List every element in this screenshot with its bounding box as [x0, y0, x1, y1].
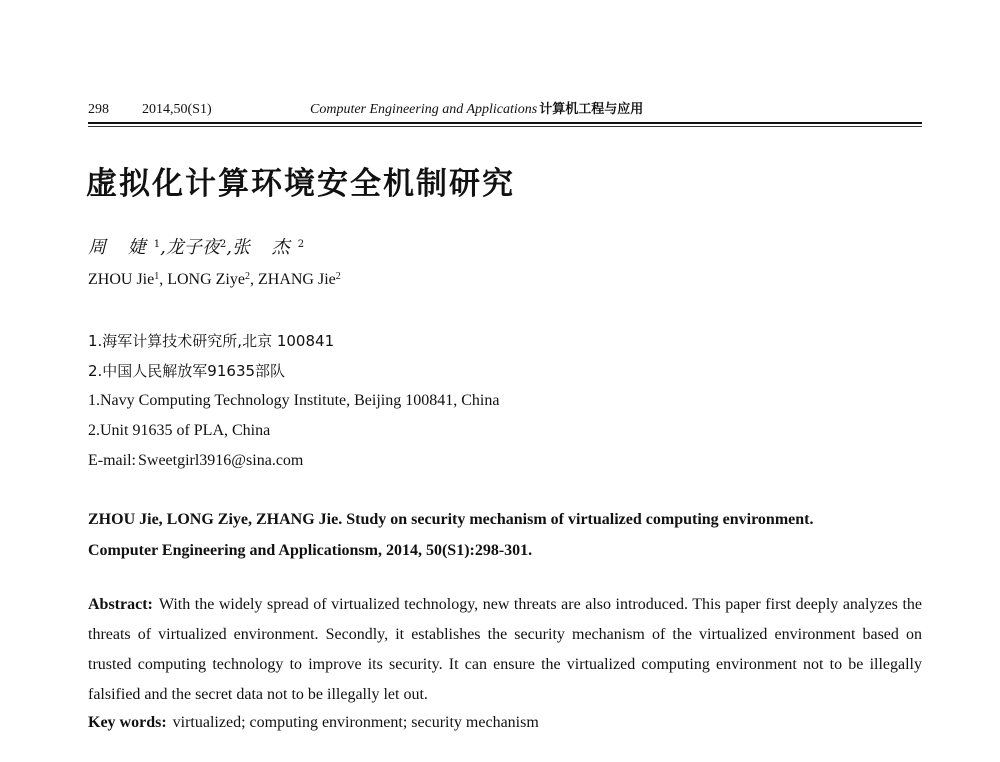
authors-cn [88, 236, 304, 260]
page-number: 298 [88, 102, 109, 117]
paper-title: 虚拟化计算环境安全机制研究 [86, 166, 515, 202]
author-separator: , [249, 271, 258, 288]
journal-name-cn: 计算机工程与应用 [539, 102, 644, 117]
keywords-text: virtualized; computing environment; security mechanism [172, 714, 539, 731]
journal-name [310, 99, 643, 121]
affiliation-cn-2: 2.中国人民解放军91635部队 [88, 362, 286, 380]
abstract-text: With the widely spread of virtualized technology, new threats are also introduced. This paper first deeply analyzes the threats of virtualized environment. Secondly, it establishes the security mechanism of the virtualized environment based on trusted computing technology to improve its security. It can ensure the virtualized computing environment not to be illegally falsified and the secret data not to be illegally let out. [88, 596, 922, 703]
author-separator: , [159, 271, 168, 288]
author-en-affiliation-mark: 2 [335, 271, 341, 282]
authors-en [88, 268, 341, 292]
running-header [88, 99, 920, 121]
author-cn-affiliation-mark: 1 [153, 239, 161, 250]
affiliation-en-2: 2.Unit 91635 of PLA, China [88, 422, 271, 439]
keywords [88, 708, 922, 738]
author-en-name: LONG Ziye [167, 271, 245, 288]
citation-line-1: ZHOU Jie, LONG Ziye, ZHANG Jie. Study on security mechanism of virtualized computing environment. [88, 511, 814, 528]
volume-issue: 2014,50(S1) [142, 102, 212, 117]
author-separator: , [160, 237, 166, 258]
abstract-label: Abstract: [88, 596, 153, 613]
header-rule-thin [88, 126, 922, 127]
abstract [88, 590, 922, 710]
email-address[interactable]: Sweetgirl3916@sina.com [137, 452, 304, 469]
author-en-name: ZHOU Jie [88, 271, 155, 288]
author-cn-name: 龙子夜 [165, 237, 220, 258]
email-label: E-mail: [88, 452, 136, 469]
author-cn-affiliation-mark: 2 [297, 239, 305, 250]
citation [88, 504, 922, 566]
journal-name-en: Computer Engineering and Applications [310, 102, 538, 117]
author-en-affiliation-mark: 2 [244, 271, 250, 282]
author-cn-name: 周 婕 [88, 237, 154, 258]
citation-line-2: Computer Engineering and Applicationsm, 2014, 50(S1):298-301. [88, 542, 533, 559]
affiliation-en-1: 1.Navy Computing Technology Institute, Beijing 100841, China [88, 392, 500, 409]
author-separator: , [226, 237, 232, 258]
header-rule-thick [88, 122, 922, 124]
author-cn-name: 张 杰 [231, 237, 298, 258]
author-cn-affiliation-mark: 2 [219, 239, 227, 250]
author-en-affiliation-mark: 1 [154, 271, 160, 282]
keywords-label: Key words: [88, 714, 167, 731]
email-line [88, 446, 888, 476]
author-en-name: ZHANG Jie [257, 271, 336, 288]
affiliations [88, 326, 888, 476]
affiliation-cn-1: 1.海军计算技术研究所,北京 100841 [88, 332, 335, 350]
